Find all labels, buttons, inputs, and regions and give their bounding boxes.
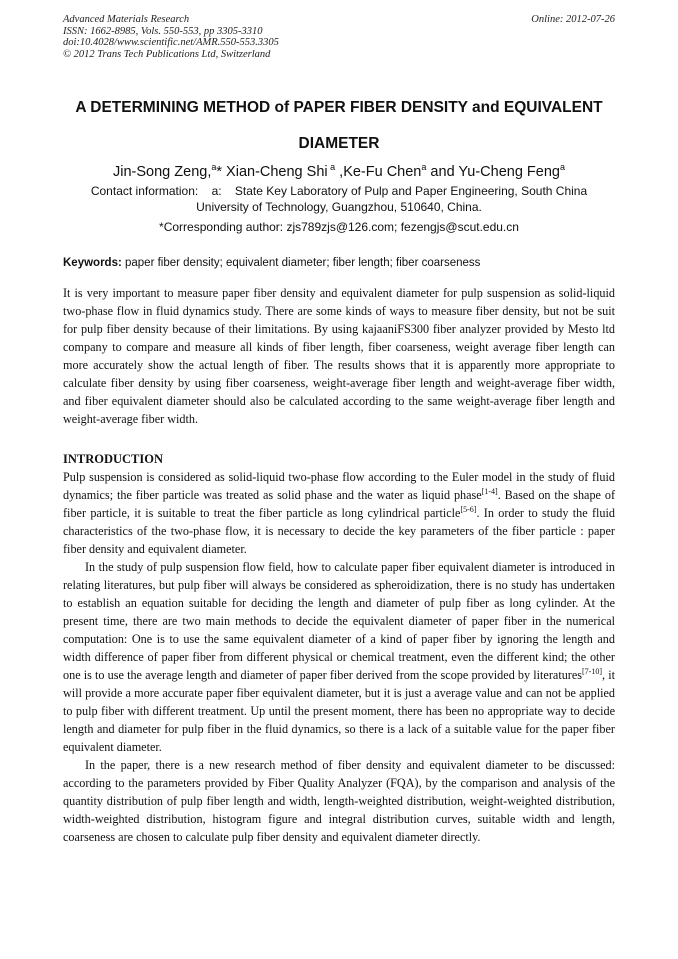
abstract-paragraph: It is very important to measure paper fiber density and equivalent diameter for pulp suspension as solid-liquid two-phase flow in fluid dynamics study. There are some kinds of ways to measure fiber density, but not be suit for pulp fiber density because of their limitations. By using kajaaniFS300 fiber analyzer provided by Mesto ltd company to compare and measure all kinds of fiber length, fiber coarseness, weight average fiber length can more accurately show the actual length of fiber. The results shows that it is apparently more appropriate to calculate fiber density by using fiber coarseness, weight-average fiber length and weight-average fiber width, and fiber equivalent diameter should also be calculated according to the same weight-average fiber length and weight-average fiber width. [63,286,615,426]
journal-name: Advanced Materials Research [63,14,190,25]
author-1-star: * [216,163,227,180]
intro-p1-text-c: . In order to study the fluid characteristics of the two-phase flow, it is necessary to decide the key parameters of the fiber particle : paper fiber density and equivalent diameter. [63,506,615,556]
citation-ref: [5-6] [460,504,477,514]
title-line-1: A DETERMINING METHOD of PAPER FIBER DENSITY and EQUIVALENT [75,99,603,116]
author-2-affiliation: a [327,162,336,172]
intro-paragraph-3: In the paper, there is a new research method of fiber density and equivalent diameter to be discussed: according to the parameters provided by Fiber Quality Analyzer (FQA), by the comparison and analysis of the quantity distribution of pulp fiber length and width, length-weighted distribution, weight-weighted distribution, width-weighted distribution, histogram figure and integral distribution curves, suitable width and length, coarseness are chosen to calculate pulp fiber density and equivalent diameter directly. [63,758,615,844]
introduction-body [63,468,615,846]
online-date: Online: 2012-07-26 [531,14,615,25]
title-line-2: DIAMETER [298,135,380,152]
author-4: and Yu-Cheng Feng [426,163,560,180]
author-1: Jin-Song Zeng, [113,163,212,180]
journal-header [63,14,615,60]
doi-line: doi:10.4028/www.scientific.net/AMR.550-553.3305 [63,37,279,48]
introduction-heading: INTRODUCTION [63,452,164,466]
contact-line-1: Contact information: a: State Key Laboratory of Pulp and Paper Engineering, South China [90,184,588,198]
intro-p1-text-b: . Based on the shape of fiber particle, it is suitable to treat the fiber particle as long cylindrical particle [63,488,615,520]
keywords-label: Keywords: [63,257,122,269]
author-2: Xian-Cheng Shi [226,163,328,180]
author-list [63,157,615,182]
intro-p1-text-a: Pulp suspension is considered as solid-liquid two-phase flow according to the Euler model in the study of fluid dynamics; the fiber particle was treated as solid phase and the water as liquid phase [63,470,615,502]
citation-ref: [1-4] [481,486,498,496]
author-3: ,Ke-Fu Chen [335,163,422,180]
contact-information [63,183,615,215]
contact-line-2: University of Technology, Guangzhou, 510640, China. [196,200,482,214]
keywords-line [63,255,615,271]
intro-paragraph-1 [63,468,615,558]
intro-p2-text-a: In the study of pulp suspension flow field, how to calculate paper fiber equivalent diameter is introduced in relating literatures, but pulp fiber will always be considered as spheroidization, there is no study has undertaken to establish an equation suitable for deciding the length and diameter of pulp fiber as long cylinder. At the present time, there are two main methods to decide the equivalent diameter of paper fiber in the numerical computation: One is to use the same equivalent diameter of a kind of paper fiber by ignoring the length and width difference of paper fiber from different physical or chemical treatment, even the different kind; the other one is to use the average length and diameter of paper fiber derived from the scope provided by literatures [63,560,615,682]
paper-title [63,90,615,162]
issn-line: ISSN: 1662-8985, Vols. 550-553, pp 3305-3310 [63,25,263,37]
author-1-affiliation: a [211,162,217,172]
author-3-affiliation: a [421,162,427,172]
author-4-affiliation: a [559,162,565,172]
intro-p2-text-b: , it will provide a more accurate paper fiber equivalent diameter, but it is just a average value and can not be applied to pulp fiber with different treatment. Up until the present moment, there has been no appropriate way to decide length and diameter for pulp fiber in the fluid dynamics, so there is a lack of a suitable value for the paper fiber equivalent diameter. [63,668,615,754]
copyright-line: © 2012 Trans Tech Publications Ltd, Switzerland [63,48,271,60]
intro-paragraph-2 [63,558,615,756]
corresponding-author: *Corresponding author: zjs789zjs@126.com; fezengjs@scut.edu.cn [159,220,519,234]
keywords-text: paper fiber density; equivalent diameter; fiber length; fiber coarseness [121,257,481,269]
citation-ref: [7-10] [582,666,603,676]
